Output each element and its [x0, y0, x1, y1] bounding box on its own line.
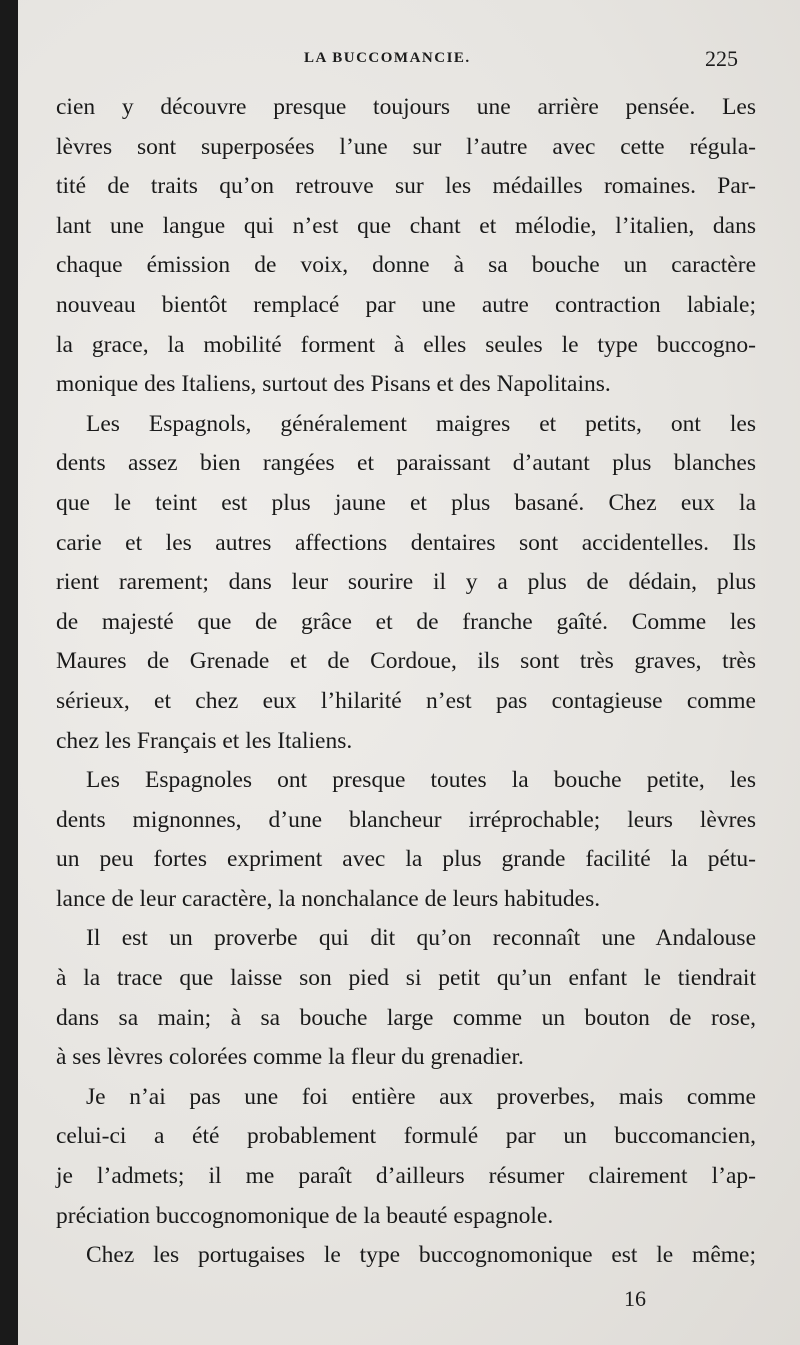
page-header [18, 48, 800, 74]
text-line: rient rarement; dans leur sourire il y a plus de dédain, plus [56, 569, 756, 596]
paragraph-start: Il est un proverbe qui dit qu’on reconnaît une Andalouse [86, 925, 756, 952]
paragraph-start: Les Espagnols, généralement maigres et petits, ont les [86, 410, 756, 437]
text-line: préciation buccognomonique de la beauté espagnole. [56, 1202, 554, 1229]
signature-mark: 16 [624, 1286, 646, 1311]
text-line: à la trace que laisse son pied si petit qu’un enfant le tiendrait [56, 965, 756, 992]
text-line: que le teint est plus jaune et plus basané. Chez eux la [56, 489, 756, 516]
text-line: dents assez bien rangées et paraissant d’autant plus blanches [56, 450, 756, 477]
text-line: chez les Français et les Italiens. [56, 727, 353, 754]
text-line: Maures de Grenade et de Cordoue, ils sont très graves, très [56, 648, 756, 675]
text-line: de majesté que de grâce et de franche gaîté. Comme les [56, 608, 756, 635]
text-line: un peu fortes expriment avec la plus grande facilité la pétu- [56, 846, 756, 873]
text-line: la grace, la mobilité forment à elles seules le type buccogno- [56, 331, 756, 358]
text-line: dans sa main; à sa bouche large comme un bouton de rose, [56, 1004, 756, 1031]
paragraph-start: Je n’ai pas une foi entière aux proverbes, mais comme [86, 1083, 756, 1110]
text-line: je l’admets; il me paraît d’ailleurs résumer clairement l’ap- [56, 1163, 756, 1190]
text-line: carie et les autres affections dentaires sont accidentelles. Ils [56, 529, 756, 556]
text-line: dents mignonnes, d’une blancheur irréprochable; leurs lèvres [56, 806, 756, 833]
running-title: LA BUCCOMANCIE. [304, 50, 471, 66]
body-text [56, 88, 756, 1276]
text-line: cien y découvre presque toujours une arrière pensée. Les [56, 94, 756, 120]
text-line: à ses lèvres colorées comme la fleur du grenadier. [56, 1044, 524, 1071]
page-number: 225 [705, 46, 738, 71]
text-line: sérieux, et chez eux l’hilarité n’est pas contagieuse comme [56, 687, 756, 714]
book-page [18, 0, 800, 1345]
text-line: lance de leur caractère, la nonchalance de leurs habitudes. [56, 885, 601, 912]
text-line: chaque émission de voix, donne à sa bouche un caractère [56, 252, 756, 279]
text-line: celui-ci a été probablement formulé par un buccomancien, [56, 1123, 756, 1150]
text-line: nouveau bientôt remplacé par une autre contraction labiale; [56, 291, 756, 318]
text-line: tité de traits qu’on retrouve sur les médailles romaines. Par- [56, 173, 756, 200]
paragraph-start: Chez les portugaises le type buccognomonique est le même; [86, 1242, 756, 1269]
paragraph-start: Les Espagnoles ont presque toutes la bouche petite, les [86, 767, 756, 794]
text-line: monique des Italiens, surtout des Pisans et des Napolitains. [56, 371, 611, 398]
text-line: lèvres sont superposées l’une sur l’autre avec cette régula- [56, 133, 756, 160]
text-line: lant une langue qui n’est que chant et mélodie, l’italien, dans [56, 212, 756, 239]
